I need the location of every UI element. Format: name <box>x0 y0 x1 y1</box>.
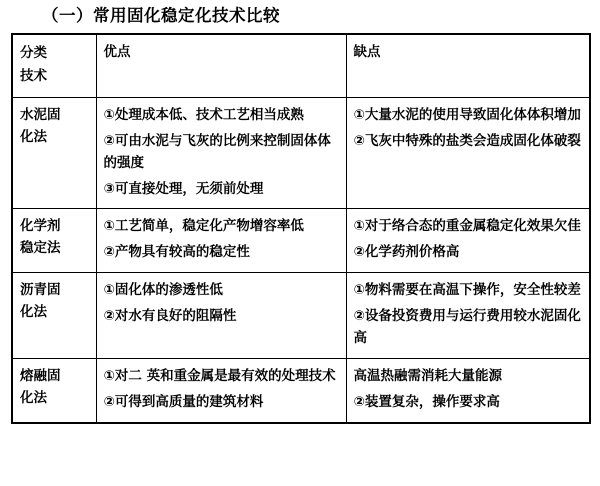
header-category-line1: 分类 <box>20 44 47 61</box>
cons-item: ①大量水泥的使用导致固化体体积增加 <box>353 107 581 124</box>
row-category-line2: 化法 <box>20 304 47 321</box>
cons-item: ②设备投资费用与运行费用较水泥固化高 <box>353 308 581 346</box>
pros-item: ①工艺简单，稳定化产物增容率低 <box>103 218 304 235</box>
pros-item: ①对二 英和重金属是最有效的处理技术 <box>103 367 336 384</box>
cons-item: 高温热融需消耗大量能源 <box>353 367 502 384</box>
pros-item: ①固化体的渗透性低 <box>103 282 223 299</box>
row-cons-cell <box>346 209 590 273</box>
row-category-cell <box>12 358 96 422</box>
table-header-row <box>12 34 590 98</box>
header-pros-cell: 优点 <box>96 34 346 98</box>
cons-item: ②化学药剂价格高 <box>353 244 460 261</box>
pros-item: ②对水有良好的阻隔性 <box>103 308 237 325</box>
pros-item: ③可直接处理，无须前处理 <box>103 180 264 197</box>
header-cons-cell: 缺点 <box>346 34 590 98</box>
row-category-line2: 化法 <box>20 389 47 406</box>
row-category-cell <box>12 98 96 209</box>
row-pros-cell <box>96 358 346 422</box>
row-pros-cell <box>96 209 346 273</box>
comparison-table <box>11 33 591 424</box>
pros-item: ②可得到高质量的建筑材料 <box>103 393 264 410</box>
table-row <box>12 98 590 209</box>
row-category-line1: 熔融固 <box>20 367 61 384</box>
cons-item: ①物料需要在高温下操作，安全性较差 <box>353 282 581 299</box>
row-cons-cell <box>346 273 590 359</box>
row-pros-cell <box>96 273 346 359</box>
row-category-line1: 水泥固 <box>20 107 61 124</box>
pros-item: ②可由水泥与飞灰的比例来控制固体体的强度 <box>103 132 331 171</box>
table-row <box>12 273 590 359</box>
row-category-line1: 化学剂 <box>20 218 61 235</box>
row-pros-cell <box>96 98 346 209</box>
cons-item: ①对于络合态的重金属稳定化效果欠佳 <box>353 218 581 235</box>
header-category-cell <box>12 34 96 98</box>
row-category-line2: 化法 <box>20 128 47 145</box>
cons-item: ②飞灰中特殊的盐类会造成固化体破裂 <box>353 132 581 149</box>
row-category-cell <box>12 209 96 273</box>
row-cons-cell <box>346 358 590 422</box>
header-category-line2: 技术 <box>20 68 47 85</box>
pros-item: ①处理成本低、技术工艺相当成熟 <box>103 107 304 124</box>
table-row <box>12 209 590 273</box>
row-category-line2: 稳定法 <box>20 240 61 257</box>
table-row <box>12 358 590 422</box>
row-cons-cell <box>346 98 590 209</box>
row-category-line1: 沥青固 <box>20 282 61 299</box>
cons-item: ②装置复杂，操作要求高 <box>353 393 500 410</box>
row-category-cell <box>12 273 96 359</box>
page-title: （一）常用固化稳定化技术比较 <box>42 6 280 25</box>
pros-item: ②产物具有较高的稳定性 <box>103 244 250 261</box>
